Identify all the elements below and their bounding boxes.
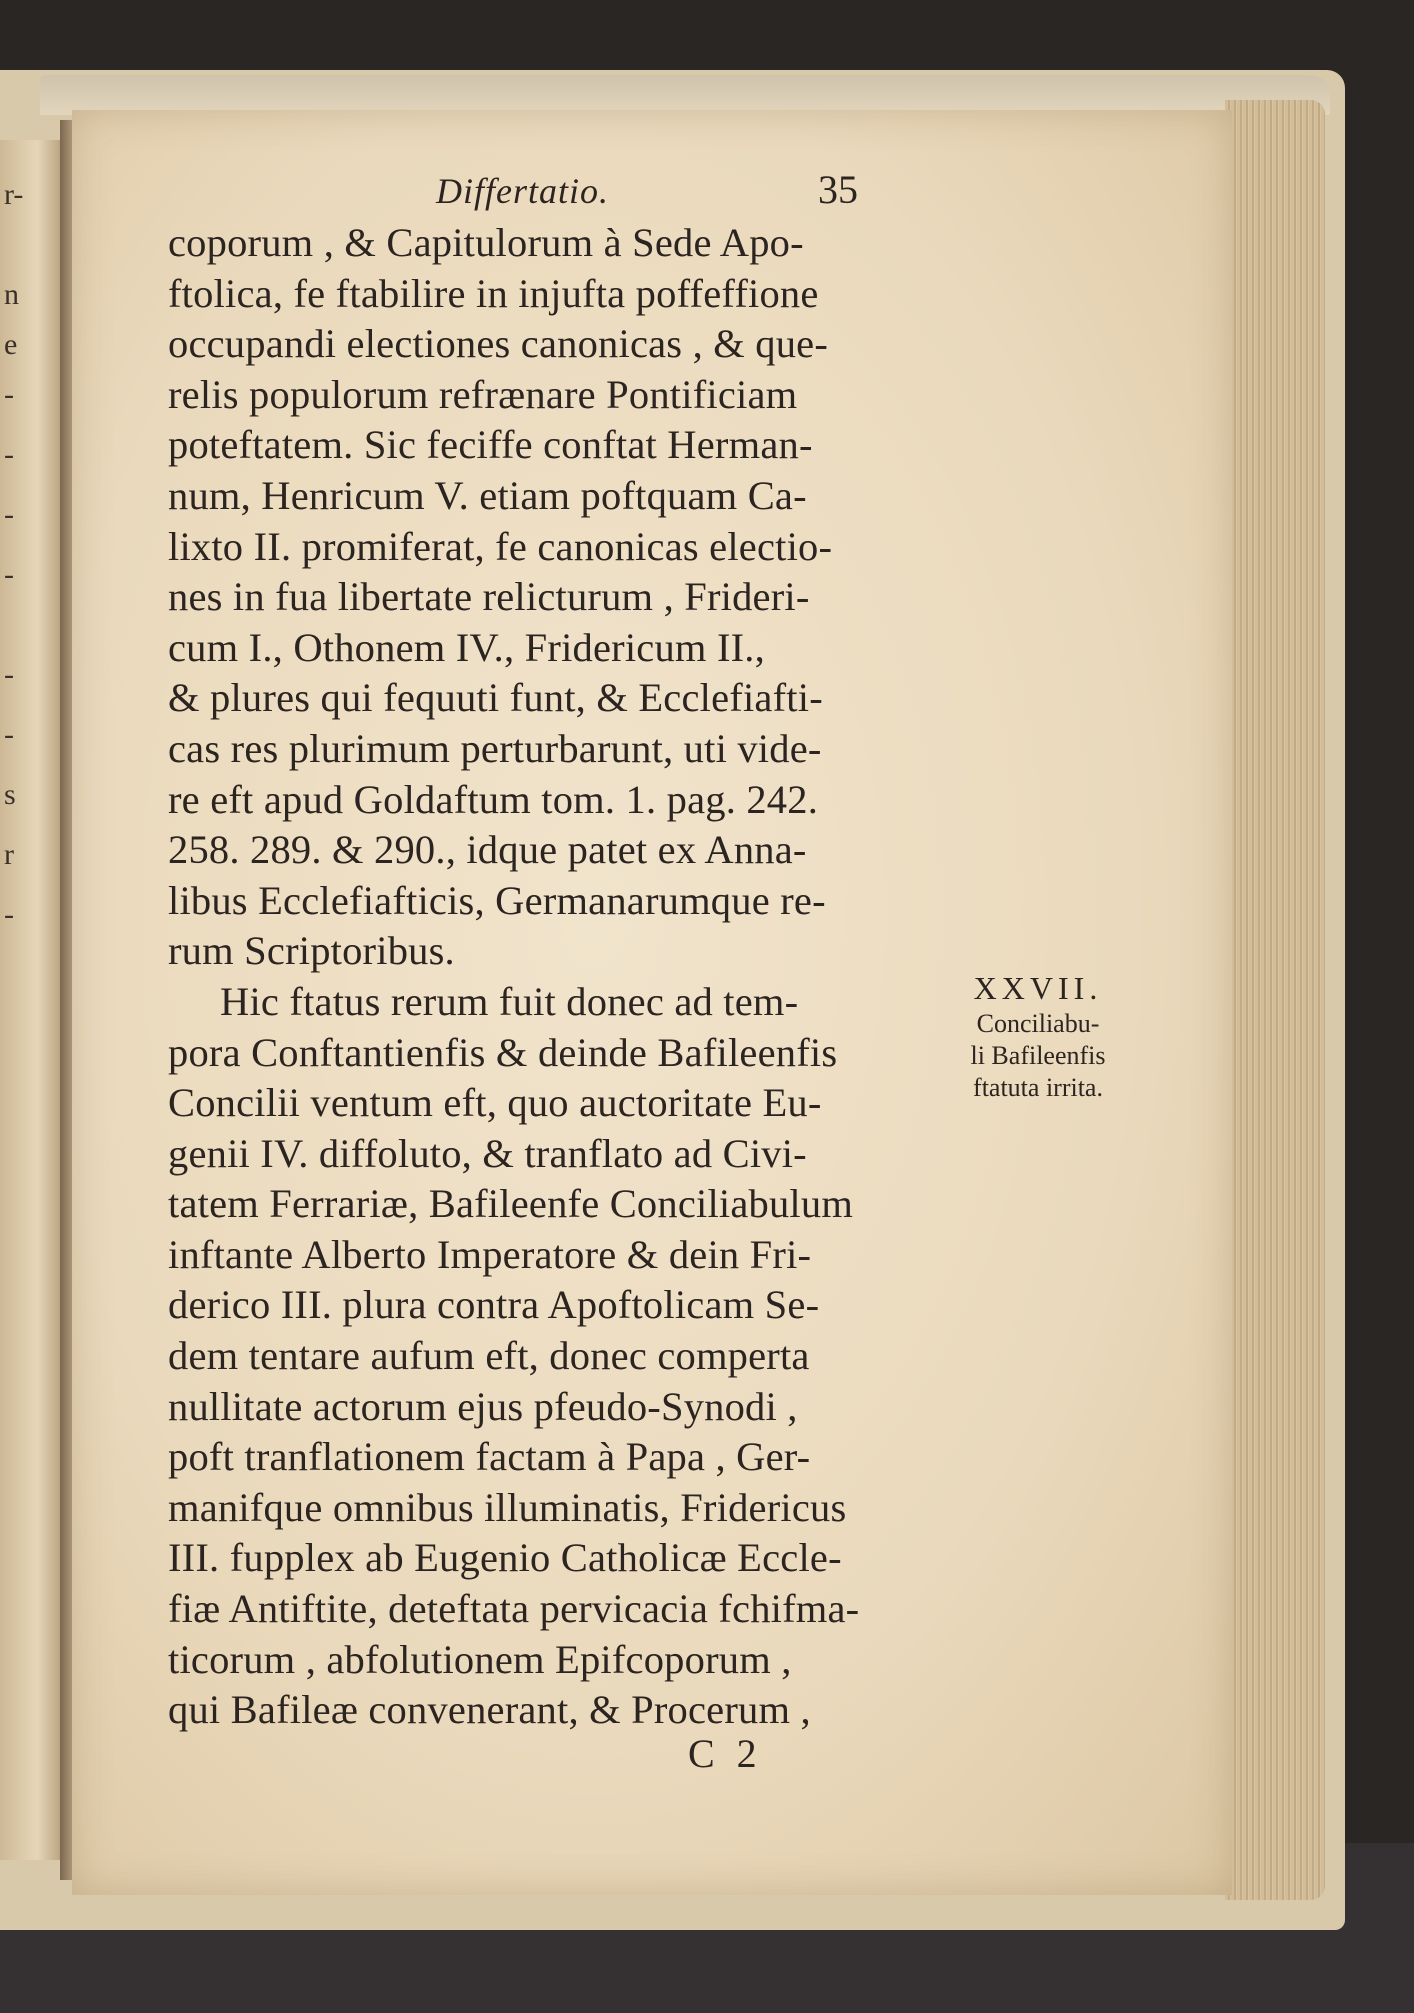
text-line: qui Bafileæ convenerant, & Procerum , <box>168 1687 811 1733</box>
text-line: rum Scriptoribus. <box>168 928 455 974</box>
marginal-note-number: XXVII. <box>973 970 1103 1006</box>
running-head-title: Differtatio. <box>436 171 609 211</box>
text-line: occupandi electiones canonicas , & que- <box>168 321 829 367</box>
page-edges <box>1225 100 1325 1900</box>
left-page-fragment: r <box>4 838 14 871</box>
text-line: Hic ftatus rerum fuit donec ad tem- <box>220 978 799 1024</box>
text-line: coporum , & Capitulorum à Sede Apo- <box>168 220 804 265</box>
text-line: genii IV. diffoluto, & tranflato ad Civi- <box>168 1130 807 1176</box>
text-line: derico III. plura contra Apoftolicam Se- <box>168 1282 820 1328</box>
text-line: inftante Alberto Imperatore & dein Fri- <box>168 1231 812 1277</box>
marginal-note <box>938 968 1138 1104</box>
left-page-fragment: e <box>4 328 18 361</box>
left-page-fragment: - <box>4 898 14 931</box>
catchword: C 2 <box>688 1731 763 1776</box>
text-line: 258. 289. & 290., idque patet ex Anna- <box>168 827 807 873</box>
left-page-fragment: - <box>4 658 14 691</box>
text-line: relis populorum refrænare Pontificiam <box>168 371 798 417</box>
text-line: nes in fua libertate relicturum , Frideri- <box>168 574 810 620</box>
text-line: cum I., Othonem IV., Fridericum II., <box>168 624 765 670</box>
text-line: tatem Ferrariæ, Bafileenfe Conciliabulum <box>168 1181 854 1227</box>
text-line: lixto II. promiferat, fe canonicas electio- <box>168 523 833 569</box>
text-line: III. fupplex ab Eugenio Catholicæ Eccle- <box>168 1535 842 1581</box>
text-line: nullitate actorum ejus pfeudo-Synodi , <box>168 1383 798 1429</box>
text-line: & plures qui fequuti funt, & Ecclefiafti- <box>168 675 823 721</box>
left-page-edge <box>0 140 62 1860</box>
book-top-edge <box>40 75 1330 115</box>
text-line: cas res plurimum perturbarunt, uti vide- <box>168 725 822 771</box>
text-line: manifque omnibus illuminatis, Fridericus <box>168 1484 847 1530</box>
left-page-fragment: s <box>4 778 16 811</box>
text-line: fiæ Antiftite, deteftata pervicacia fchifma- <box>168 1586 860 1632</box>
page-number: 35 <box>818 167 858 212</box>
left-page-fragment: - <box>4 498 14 531</box>
marginal-note-line: li Bafileenfis <box>970 1041 1106 1070</box>
page-text <box>168 160 923 1736</box>
text-line: poteftatem. Sic feciffe conftat Herman- <box>168 422 813 468</box>
text-line: libus Ecclefiafticis, Germanarumque re- <box>168 877 826 923</box>
left-page-fragment: r- <box>4 178 24 211</box>
text-line: poft tranflationem factam à Papa , Ger- <box>168 1434 811 1480</box>
text-line: dem tentare aufum eft, donec comperta <box>168 1333 810 1379</box>
text-line: num, Henricum V. etiam poftquam Ca- <box>168 472 807 518</box>
body-text <box>168 218 923 1736</box>
text-line: ftolica, fe ftabilire in injufta poffeffione <box>168 270 819 316</box>
text-line: pora Conftantienfis & deinde Bafileenfis <box>168 1029 838 1075</box>
text-line: ticorum , abfolutionem Epifcoporum , <box>168 1636 792 1682</box>
running-head <box>168 160 923 218</box>
left-page-fragment: - <box>4 378 14 411</box>
marginal-note-line: Conciliabu- <box>976 1009 1100 1038</box>
text-line: Concilii ventum eft, quo auctoritate Eu- <box>168 1080 822 1126</box>
left-page-fragment: n <box>4 278 19 311</box>
text-line: re eft apud Goldaftum tom. 1. pag. 242. <box>168 776 819 822</box>
left-page-fragment: - <box>4 558 14 591</box>
marginal-note-line: ftatuta irrita. <box>973 1073 1103 1102</box>
left-page-fragment: - <box>4 718 14 751</box>
left-page-fragment: - <box>4 438 14 471</box>
